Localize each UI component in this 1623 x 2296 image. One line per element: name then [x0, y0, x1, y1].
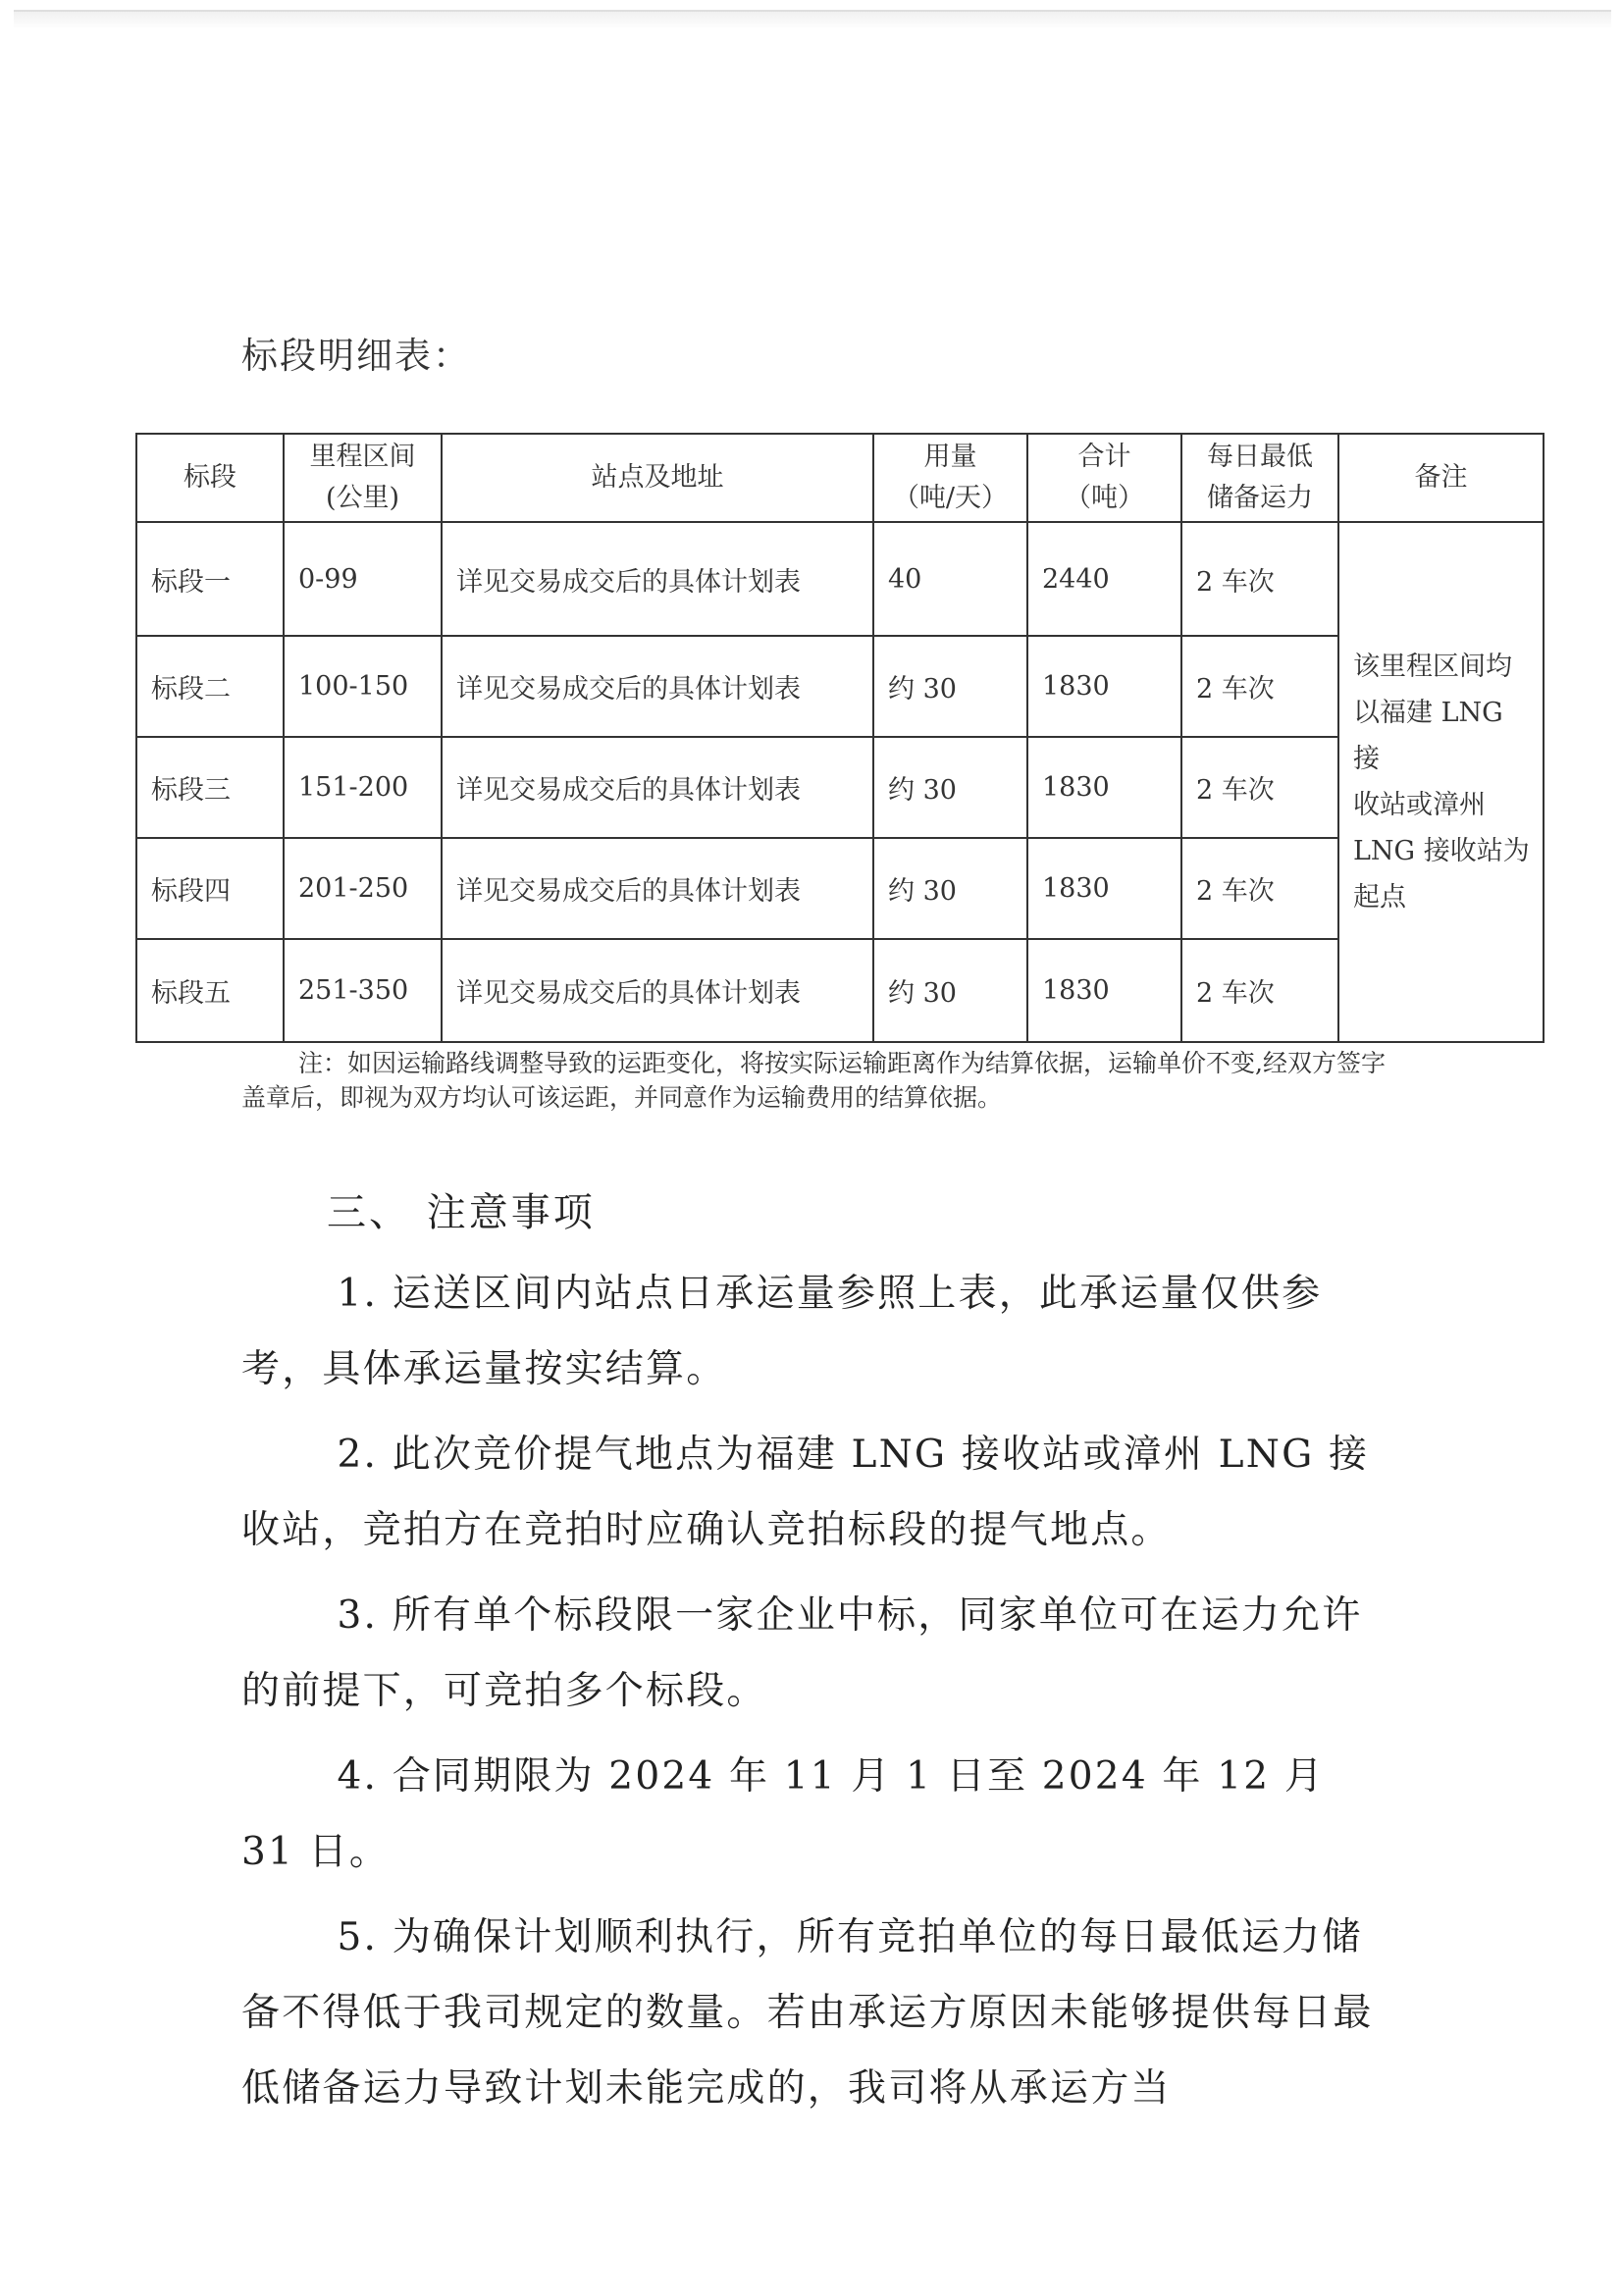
- paragraph: 4. 合同期限为 2024 年 11 月 1 日至 2024 年 12 月 31 日。: [241, 1754, 1326, 1874]
- cell-mileage: 201-250: [284, 838, 442, 939]
- paragraph: 2. 此次竞价提气地点为福建 LNG 接收站或漳州 LNG 接收站，竞拍方在竞拍时应确认竞拍标段的提气地点。: [241, 1433, 1370, 1552]
- header-total: 合计 （吨）: [1027, 434, 1181, 522]
- header-mileage: 里程区间 (公里): [284, 434, 442, 522]
- cell-mileage: 100-150: [284, 636, 442, 737]
- cell-total: 1830: [1027, 939, 1181, 1042]
- cell-reserve: 2 车次: [1181, 636, 1338, 737]
- header-station: 站点及地址: [442, 434, 873, 522]
- paragraph: 3. 所有单个标段限一家企业中标，同家单位可在运力允许的前提下，可竞拍多个标段。: [241, 1593, 1363, 1713]
- cell-usage: 约 30: [873, 838, 1027, 939]
- cell-reserve: 2 车次: [1181, 939, 1338, 1042]
- cell-usage: 40: [873, 522, 1027, 636]
- cell-station: 详见交易成交后的具体计划表: [442, 522, 873, 636]
- cell-remark: 该里程区间均 以福建 LNG 接 收站或漳州 LNG 接收站为 起点: [1338, 522, 1544, 1042]
- cell-mileage: 0-99: [284, 522, 442, 636]
- cell-mileage: 251-350: [284, 939, 442, 1042]
- cell-reserve: 2 车次: [1181, 737, 1338, 838]
- cell-reserve: 2 车次: [1181, 838, 1338, 939]
- header-segment: 标段: [136, 434, 284, 522]
- cell-station: 详见交易成交后的具体计划表: [442, 737, 873, 838]
- cell-segment: 标段三: [136, 737, 284, 838]
- cell-total: 1830: [1027, 636, 1181, 737]
- table-header-row: [136, 434, 1544, 522]
- section-body: [241, 1256, 1389, 2136]
- cell-mileage: 151-200: [284, 737, 442, 838]
- cell-total: 2440: [1027, 522, 1181, 636]
- paragraph: 1. 运送区间内站点日承运量参照上表，此承运量仅供参考，具体承运量按实结算。: [241, 1272, 1323, 1391]
- cell-station: 详见交易成交后的具体计划表: [442, 939, 873, 1042]
- paragraph: 5. 为确保计划顺利执行，所有竞拍单位的每日最低运力储备不得低于我司规定的数量。若由承运方原因未能够提供每日最低储备运力导致计划未能完成的，我司将从承运方当: [241, 1915, 1374, 2111]
- section-heading: 三、 注意事项: [327, 1190, 596, 1235]
- table-row: [136, 636, 1544, 737]
- cell-usage: 约 30: [873, 939, 1027, 1042]
- cell-usage: 约 30: [873, 636, 1027, 737]
- cell-reserve: 2 车次: [1181, 522, 1338, 636]
- cell-total: 1830: [1027, 737, 1181, 838]
- cell-segment: 标段四: [136, 838, 284, 939]
- table-row: [136, 737, 1544, 838]
- table-row: [136, 838, 1544, 939]
- segment-detail-table: [135, 433, 1544, 1043]
- table-row: [136, 939, 1544, 1042]
- header-reserve: 每日最低 储备运力: [1181, 434, 1338, 522]
- cell-total: 1830: [1027, 838, 1181, 939]
- table-row: [136, 522, 1544, 636]
- cell-usage: 约 30: [873, 737, 1027, 838]
- table-footnote: 注：如因运输路线调整导致的运距变化，将按实际运输距离作为结算依据，运输单价不变,经双方签字盖章后，即视为双方均认可该运距，并同意作为运输费用的结算依据。: [241, 1049, 1386, 1112]
- cell-station: 详见交易成交后的具体计划表: [442, 636, 873, 737]
- cell-segment: 标段一: [136, 522, 284, 636]
- header-remark: 备注: [1338, 434, 1544, 522]
- table-caption: 标段明细表：: [241, 335, 471, 377]
- cell-station: 详见交易成交后的具体计划表: [442, 838, 873, 939]
- cell-segment: 标段二: [136, 636, 284, 737]
- header-usage: 用量 （吨/天）: [873, 434, 1027, 522]
- cell-segment: 标段五: [136, 939, 284, 1042]
- scan-top-edge: [14, 10, 1611, 29]
